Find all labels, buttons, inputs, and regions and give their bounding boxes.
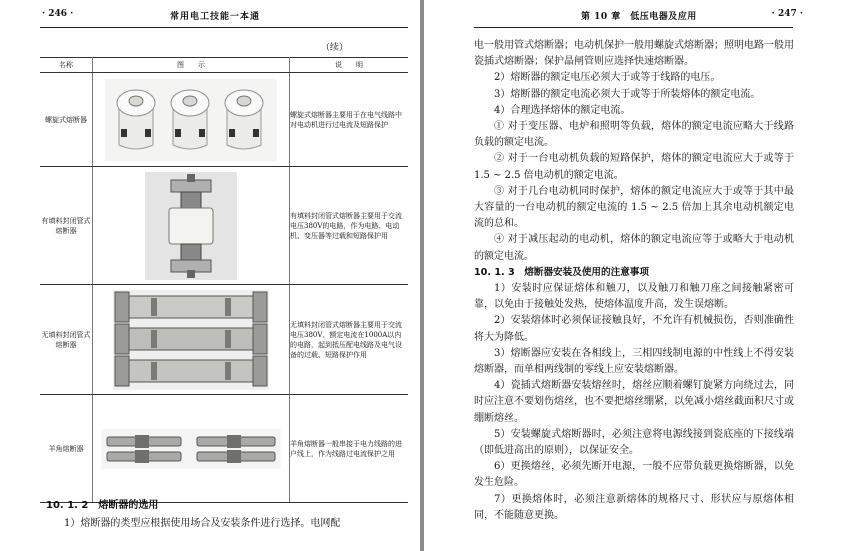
table-row	[40, 395, 408, 503]
chapter-title: 第 10 章 低压电器及应用	[581, 12, 697, 22]
fuse-description: 螺旋式熔断器主要用于在电气线路中对电动机进行过电流及短路保护	[290, 73, 409, 167]
header-rule	[474, 27, 793, 28]
screw-fuse-image	[101, 77, 281, 163]
left-page	[0, 0, 420, 551]
paragraph: 电一般用管式熔断器；电动机保护一般用螺旋式熔断器；照明电路一般用瓷插式熔断器；保护晶闸管则应选择快速熔断器。	[474, 40, 794, 68]
paragraph: 3）熔断器应安装在各相线上，三相四线制电源的中性线上不得安装熔断器，而单相两线制的零线上应安装熔断器。	[474, 347, 794, 376]
book-title: 常用电工技能一本通	[170, 12, 261, 22]
fuse-name: 螺旋式熔断器	[40, 73, 93, 167]
paragraph: ① 对于变压器、电炉和照明等负载，熔体的额定电流应略大于线路负载的额定电流。	[474, 121, 794, 149]
unfilled-tube-fuse-image	[111, 288, 271, 392]
fuse-name: 无填料封闭管式熔断器	[40, 285, 93, 395]
fuse-image-cell	[93, 395, 290, 503]
paragraph: 1）安装时应保证熔体和触刀，以及触刀和触刀座之间接触紧密可靠，以免由于接触处发热，使熔体温度升高，发生误熔断。	[474, 283, 794, 311]
fuse-image-cell	[93, 167, 290, 285]
paragraph: 4）瓷插式熔断器安装熔丝时，熔丝应顺着螺钉旋紧方向绕过去，同时应注意不要划伤熔丝，也不要把熔丝绷紧，以免减小熔丝截面积尺寸或绷断熔丝。	[474, 380, 794, 424]
table-row	[40, 73, 408, 167]
fuse-image-cell	[93, 73, 290, 167]
column-header-desc: 说 明	[290, 58, 409, 73]
fuse-name: 羊角熔断器	[40, 395, 93, 503]
header-rule	[40, 27, 408, 28]
page-header	[424, 9, 843, 25]
section-heading: 10. 1. 2 熔断器的选用	[46, 500, 159, 511]
paragraph: ③ 对于几台电动机同时保护，熔体的额定电流应大于或等于其中最大容量的一台电动机的额定电流的 1.5 ~ 2.5 倍加上其余电动机额定电流的总和。	[474, 185, 794, 230]
column-header-image: 图 示	[93, 58, 290, 73]
paragraph: 2）安装熔体时必须保证接触良好，不允许有机械损伤，否则准确性将大为降低。	[474, 315, 794, 343]
table-header-row	[40, 58, 408, 73]
horn-fuse-image	[101, 429, 281, 469]
paragraph: ④ 对于减压起动的电动机，熔体的额定电流应等于或略大于电动机的额定电流。	[474, 234, 794, 262]
paragraph: 3）熔断器的额定电流必须大于或等于所装熔体的额定电流。	[494, 88, 761, 100]
section-heading: 10. 1. 3 熔断器安装及使用的注意事项	[474, 266, 649, 278]
table-row	[40, 285, 408, 395]
paragraph: 7）更换熔体时，必须注意新熔体的规格尺寸、形状应与原熔体相同，不能随意更换。	[474, 493, 794, 521]
body-text	[474, 38, 794, 524]
page-header	[0, 9, 420, 25]
paragraph: ② 对于一台电动机负载的短路保护，熔体的额定电流应大于或等于 1.5 ~ 2.5 倍电动机的额定电流。	[474, 153, 794, 181]
fuse-description: 无填料封闭管式熔断器主要用于交流电压380V、额定电流在1000A以内的电路，起到抵压配电线路及电气设备的过载、短路保护作用	[290, 285, 409, 395]
filled-tube-fuse-image	[141, 170, 241, 282]
page-number: · 247 ·	[771, 9, 803, 19]
fuse-table	[40, 57, 408, 503]
page-number: · 246 ·	[42, 9, 74, 19]
right-page	[424, 0, 843, 551]
table-continued-label: （续）	[320, 43, 348, 53]
paragraph: 6）更换熔丝，必须先断开电源，一般不应带负载更换熔断器，以免发生危险。	[474, 461, 794, 489]
paragraph: 4）合理选择熔体的额定电流。	[494, 104, 631, 116]
paragraph: 2）熔断器的额定电压必须大于或等于线路的电压。	[494, 72, 721, 84]
fuse-description: 有填料封闭管式熔断器主要用于交流电压380V的电路，作为电路、电动机、变压器等过载和短路保护用	[290, 167, 409, 285]
fuse-image-cell	[93, 285, 290, 395]
column-header-name: 名称	[40, 58, 93, 73]
fuse-description: 羊角熔断器一般串接于电力线路的进户线上，作为线路过电流保护之用	[290, 395, 409, 503]
paragraph: 5）安装螺旋式熔断器时，必须注意将电源线接到瓷底座的下接线端（即低进高出的原则），以保证安全。	[474, 428, 794, 457]
paragraph: 1）熔断器的类型应根据使用场合及安装条件进行选择。电网配	[64, 518, 341, 529]
table-row	[40, 167, 408, 285]
fuse-name: 有填料封闭管式熔断器	[40, 167, 93, 285]
